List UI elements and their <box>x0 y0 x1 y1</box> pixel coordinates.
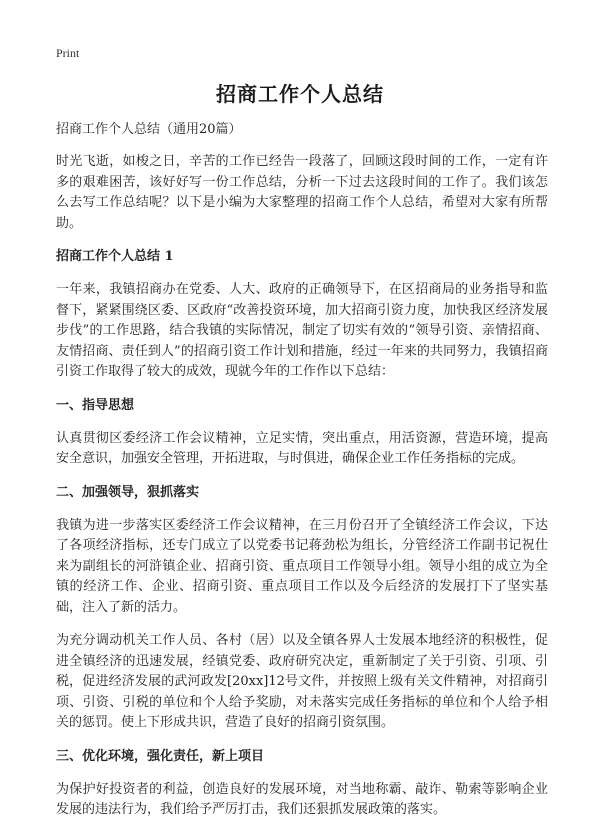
print-link[interactable]: Print <box>56 46 80 60</box>
section-heading-guiding-ideology: 一、指导思想 <box>56 397 135 413</box>
paragraph-guiding-ideology: 认真贯彻区委经济工作会议精神，立足实情，突出重点，用活资源，营造环境，提高安全意识，加强安全管理，开拓进取，与时俱进，确保企业工作任务指标的完成。 <box>56 430 548 466</box>
section-heading-environment: 三、优化环境，强化责任，新上项目 <box>56 748 265 764</box>
intro-paragraph: 时光飞逝，如梭之日，辛苦的工作已经告一段落了，回顾这段时间的工作，一定有许多的艰难困苦，该好好写一份工作总结，分析一下过去这段时间的工作了。我们该怎么去写工作总结呢？以下是小编为大家整理的招商工作个人总结，希望对大家有所帮助。 <box>56 154 548 231</box>
article-body <box>56 120 548 834</box>
section-heading-leadership: 二、加强领导，狠抓落实 <box>56 484 200 500</box>
summary-heading-1: 招商工作个人总结 1 <box>56 249 174 264</box>
paragraph-incentives: 为充分调动机关工作人员、各村（居）以及全镇各界人士发展本地经济的积极性，促进全镇经济的迅速发展，经镇党委、政府研究决定，重新制定了关于引资、引项、引税，促进经济发展的武河政发[20xx]12号文件，并按照上级有关文件精神，对招商引项、引资、引税的单位和个人给予奖励，对未落实完成任务指标的单位和个人给予相关的惩罚。使上下形成共识，营造了良好的招商引资氛围。 <box>56 633 548 730</box>
page-title: 招商工作个人总结 <box>216 82 384 106</box>
paragraph-environment: 为保护好投资者的利益，创造良好的发展环境，对当地称霸、敲诈、勒索等影响企业发展的违法行为，我们给予严厉打击，我们还狠抓发展政策的落实。 <box>56 781 548 817</box>
paragraph-leadership: 我镇为进一步落实区委经济工作会议精神，在三月份召开了全镇经济工作会议，下达了各项经济指标，还专门成立了以党委书记蒋劲松为组长，分管经济工作副书记祝仕来为副组长的河浒镇企业、招商引资、重点项目工作领导小组。领导小组的成立为全镇的经济工作、企业、招商引资、重点项目工作以及今后经济的发展打下了坚实基础，注入了新的活力。 <box>56 517 548 615</box>
paragraph-overview: 一年来，我镇招商办在党委、人大、政府的正确领导下，在区招商局的业务指导和监督下，紧紧围绕区委、区政府“改善投资环境，加大招商引资力度，加快我区经济发展步伐”的工作思路，结合我镇的实际情况，制定了切实有效的“领导引资、亲情招商、友情招商、责任到人”的招商引资工作计划和措施，经过一年来的共同努力，我镇招商引资工作取得了较大的成效，现就今年的工作作以下总结： <box>56 282 548 379</box>
article-subtitle: 招商工作个人总结（通用20篇） <box>56 122 242 137</box>
